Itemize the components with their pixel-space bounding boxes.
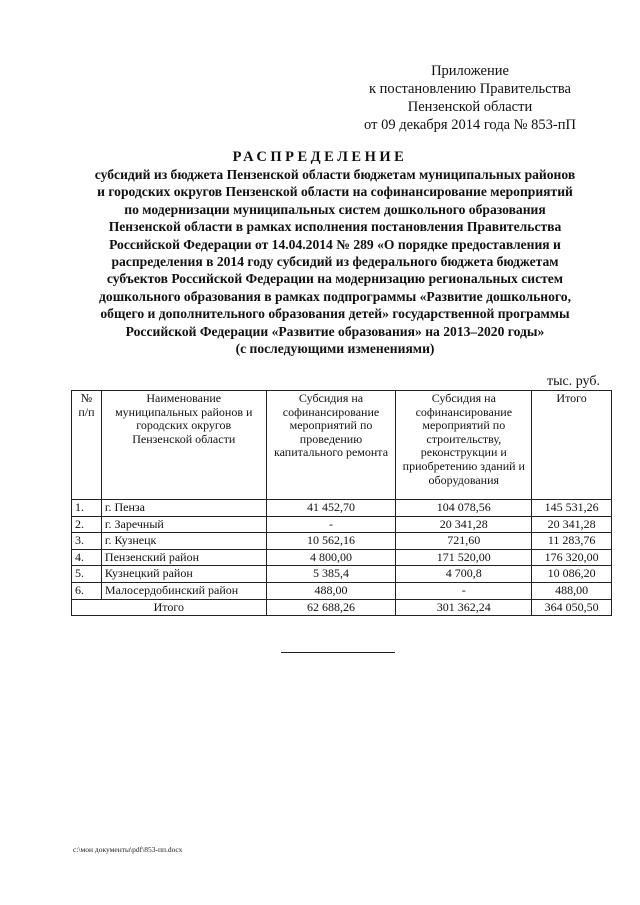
total-repair: 62 688,26 [266, 599, 396, 616]
total-total: 364 050,50 [532, 599, 612, 616]
row-name: г. Пенза [101, 500, 266, 517]
row-total: 488,00 [532, 582, 612, 599]
header-name: Наименование муниципальных районов и городских округов Пензенской области [101, 391, 266, 500]
table-row [72, 516, 612, 533]
subtitle-line: субсидий из бюджета Пензенской области бюджетам муниципальных районов [94, 167, 576, 182]
row-build: 171 520,00 [396, 549, 532, 566]
table-row [72, 500, 612, 517]
table-row [72, 582, 612, 599]
row-repair: 488,00 [266, 582, 396, 599]
subtitle-line: Пензенской области в рамках исполнения постановления Правительства [108, 219, 562, 235]
table-row [72, 549, 612, 566]
row-num: 5. [72, 566, 102, 583]
document-title: РАСПРЕДЕЛЕНИЕ [232, 149, 408, 165]
separator-line [281, 652, 395, 653]
row-num: 4. [72, 549, 102, 566]
subtitle-line: по модернизации муниципальных систем дошкольного образования [124, 201, 546, 217]
footer-file-path: c:\мои документы\pdf\853-пп.docx [73, 845, 183, 854]
header-num: № п/п [72, 391, 102, 500]
row-num: 2. [72, 516, 102, 533]
row-num: 3. [72, 533, 102, 550]
row-name: Пензенский район [101, 549, 266, 566]
subtitle-line: распределения в 2014 году субсидий из федерального бюджета бюджетам [111, 254, 559, 270]
subsidy-table [71, 390, 612, 616]
table-row [72, 533, 612, 550]
subtitle-line: Российской Федерации от 14.04.2014 № 289 «О порядке предоставления и [109, 236, 561, 252]
appendix-line: Пензенской области [407, 99, 533, 115]
header-subsidy-build: Субсидия на софинансирование мероприятий по строительству, реконструкции и приобретению зданий и оборудования [396, 391, 532, 500]
row-build: 721,60 [396, 533, 532, 550]
appendix-block [350, 62, 590, 134]
row-build: - [396, 582, 532, 599]
row-repair: 5 385,4 [266, 566, 396, 583]
row-total: 145 531,26 [532, 500, 612, 517]
row-repair: 41 452,70 [266, 500, 396, 517]
row-total: 20 341,28 [532, 516, 612, 533]
subtitle-line: общего и дополнительного образования детей» государственной программы [100, 306, 570, 322]
row-repair: 4 800,00 [266, 549, 396, 566]
row-num: 6. [72, 582, 102, 599]
appendix-line: от 09 декабря 2014 года № 853-пП [364, 117, 576, 133]
appendix-line: Приложение [431, 63, 509, 79]
table-header-row [72, 391, 612, 500]
header-subsidy-repair: Субсидия на софинансирование мероприятий по проведению капитального ремонта [266, 391, 396, 500]
row-build: 104 078,56 [396, 500, 532, 517]
row-repair: - [266, 516, 396, 533]
row-name: Малосердобинский район [101, 582, 266, 599]
row-build: 20 341,28 [396, 516, 532, 533]
total-build: 301 362,24 [396, 599, 532, 616]
subtitle-line: и городских округов Пензенской области на софинансирование мероприятий [97, 184, 573, 200]
row-name: г. Заречный [101, 516, 266, 533]
units-label: тыс. руб. [547, 374, 600, 389]
row-build: 4 700,8 [396, 566, 532, 583]
header-total: Итого [532, 391, 612, 500]
row-num: 1. [72, 500, 102, 517]
subtitle-line: Российской Федерации «Развитие образования» на 2013–2020 годы» [125, 323, 545, 339]
document-subtitle [70, 166, 600, 357]
row-name: г. Кузнецк [101, 533, 266, 550]
table-row [72, 566, 612, 583]
row-name: Кузнецкий район [101, 566, 266, 583]
appendix-line: к постановлению Правительства [369, 81, 571, 97]
subtitle-line: (с последующими изменениями) [235, 341, 435, 357]
row-repair: 10 562,16 [266, 533, 396, 550]
subtitle-line: дошкольного образования в рамках подпрограммы «Развитие дошкольного, [99, 288, 571, 304]
row-total: 11 283,76 [532, 533, 612, 550]
row-total: 176 320,00 [532, 549, 612, 566]
subtitle-line: субъектов Российской Федерации на модернизацию региональных систем [106, 271, 564, 287]
row-total: 10 086,20 [532, 566, 612, 583]
table-total-row [72, 599, 612, 616]
total-label: Итого [72, 599, 267, 616]
